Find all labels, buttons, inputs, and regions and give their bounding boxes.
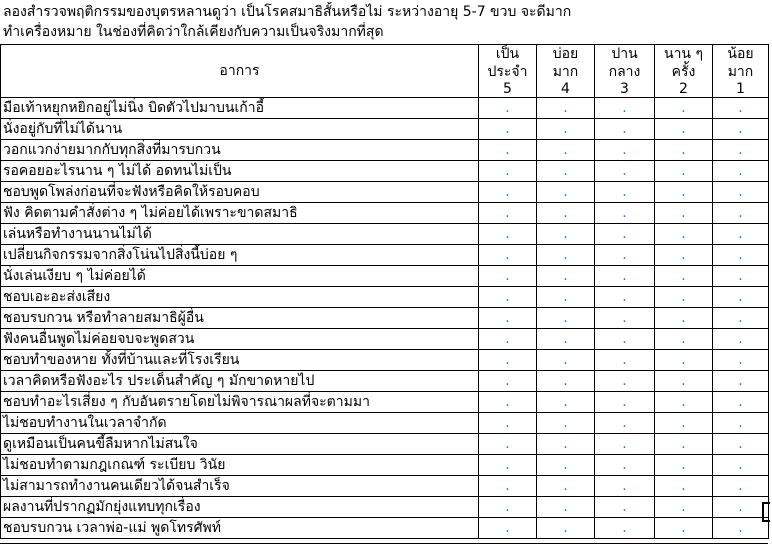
- table-row: [1, 203, 769, 224]
- rating-cell-4[interactable]: .: [537, 161, 595, 182]
- rating-cell-1[interactable]: .: [713, 161, 769, 182]
- rating-cell-3[interactable]: .: [595, 455, 655, 476]
- rating-cell-1[interactable]: .: [713, 392, 769, 413]
- table-row: [1, 266, 769, 287]
- rating-cell-3[interactable]: .: [595, 224, 655, 245]
- table-row: [1, 371, 769, 392]
- table-row: [1, 413, 769, 434]
- rating-cell-3[interactable]: .: [595, 245, 655, 266]
- symptom-rows: [1, 98, 769, 539]
- rating-cell-2[interactable]: .: [655, 413, 713, 434]
- symptom-cell[interactable]: ไม่ชอบทำตามกฎเกณฑ์ ระเบียบ วินัย: [1, 455, 479, 476]
- rating-cell-3[interactable]: .: [595, 392, 655, 413]
- rating-cell-1[interactable]: .: [713, 350, 769, 371]
- table-row: [1, 329, 769, 350]
- rating-cell-3[interactable]: .: [595, 98, 655, 119]
- rating-cell-4[interactable]: .: [537, 350, 595, 371]
- rating-cell-3[interactable]: .: [595, 497, 655, 518]
- rating-cell-5[interactable]: .: [479, 413, 537, 434]
- symptom-cell[interactable]: นั่งอยู่กับที่ไม่ได้นาน: [1, 119, 479, 140]
- rating-cell-3[interactable]: .: [595, 119, 655, 140]
- rating-cell-1[interactable]: .: [713, 497, 769, 518]
- rating-cell-5[interactable]: .: [479, 392, 537, 413]
- rating-cell-2[interactable]: .: [655, 119, 713, 140]
- rating-cell-1[interactable]: .: [713, 140, 769, 161]
- rating-cell-4[interactable]: .: [537, 392, 595, 413]
- rating-cell-2[interactable]: .: [655, 392, 713, 413]
- rating-cell-4[interactable]: .: [537, 98, 595, 119]
- rating-cell-2[interactable]: .: [655, 434, 713, 455]
- symptom-cell[interactable]: ชอบทำของหาย ทั้งที่บ้านและที่โรงเรียน: [1, 350, 479, 371]
- rating-cell-1[interactable]: .: [713, 224, 769, 245]
- scale-label-line1: นาน ๆ: [664, 46, 703, 62]
- symptom-cell[interactable]: รอคอยอะไรนาน ๆ ไม่ได้ อดทนไม่เป็น: [1, 161, 479, 182]
- scale-label-line2: กลาง: [608, 64, 641, 80]
- rating-cell-1[interactable]: .: [713, 329, 769, 350]
- rating-cell-5[interactable]: .: [479, 245, 537, 266]
- scale-label-line1: น้อย: [727, 46, 754, 62]
- rating-cell-4[interactable]: .: [537, 308, 595, 329]
- scale-label-line2: มาก: [727, 64, 754, 80]
- rating-cell-5[interactable]: .: [479, 350, 537, 371]
- scale-header-2[interactable]: [655, 45, 713, 82]
- header-row: [1, 45, 769, 82]
- table-row: [1, 140, 769, 161]
- rating-cell-5[interactable]: .: [479, 266, 537, 287]
- rating-cell-1[interactable]: .: [713, 413, 769, 434]
- rating-cell-3[interactable]: .: [595, 203, 655, 224]
- rating-cell-3[interactable]: .: [595, 287, 655, 308]
- rating-cell-2[interactable]: .: [655, 161, 713, 182]
- score-4[interactable]: 4: [537, 81, 595, 98]
- rating-cell-4[interactable]: .: [537, 182, 595, 203]
- rating-cell-2[interactable]: .: [655, 98, 713, 119]
- rating-cell-4[interactable]: .: [537, 224, 595, 245]
- scale-label-line2: ครั้ง: [671, 64, 696, 80]
- symptom-cell[interactable]: ไม่ชอบทำงานในเวลาจำกัด: [1, 413, 479, 434]
- rating-cell-4[interactable]: .: [537, 434, 595, 455]
- score-2[interactable]: 2: [655, 81, 713, 98]
- score-1[interactable]: 1: [713, 81, 769, 98]
- rating-cell-5[interactable]: .: [479, 161, 537, 182]
- rating-cell-3[interactable]: .: [595, 350, 655, 371]
- rating-cell-1[interactable]: .: [713, 371, 769, 392]
- table-row: [1, 392, 769, 413]
- rating-cell-1[interactable]: .: [713, 455, 769, 476]
- rating-cell-5[interactable]: .: [479, 518, 537, 539]
- table-row: [1, 161, 769, 182]
- scale-label-line2: ประจำ: [487, 64, 528, 80]
- scale-label-line1: ปาน: [611, 46, 638, 62]
- rating-cell-2[interactable]: .: [655, 266, 713, 287]
- rating-cell-4[interactable]: .: [537, 287, 595, 308]
- rating-cell-1[interactable]: .: [713, 518, 769, 539]
- rating-cell-3[interactable]: .: [595, 266, 655, 287]
- rating-cell-5[interactable]: .: [479, 329, 537, 350]
- scale-header-5[interactable]: [479, 45, 537, 82]
- scale-header-4[interactable]: [537, 45, 595, 82]
- table-row: [1, 245, 769, 266]
- selected-cell-border: [762, 502, 770, 522]
- table-row: [1, 98, 769, 119]
- symptom-cell[interactable]: มือเท้าหยุกหยิกอยู่ไม่นิ่ง บิดตัวไปมาบนเก้าอี้: [1, 98, 479, 119]
- rating-cell-3[interactable]: .: [595, 182, 655, 203]
- rating-cell-5[interactable]: .: [479, 434, 537, 455]
- rating-cell-3[interactable]: .: [595, 518, 655, 539]
- rating-cell-5[interactable]: .: [479, 119, 537, 140]
- symptom-cell[interactable]: นั่งเล่นเงียบ ๆ ไม่ค่อยได้: [1, 266, 479, 287]
- rating-cell-5[interactable]: .: [479, 497, 537, 518]
- rating-cell-2[interactable]: .: [655, 476, 713, 497]
- symptom-cell[interactable]: ฟัง คิดตามคำสั่งต่าง ๆ ไม่ค่อยได้เพราะขาดสมาธิ: [1, 203, 479, 224]
- rating-cell-2[interactable]: .: [655, 308, 713, 329]
- rating-cell-1[interactable]: .: [713, 476, 769, 497]
- rating-cell-1[interactable]: .: [713, 287, 769, 308]
- rating-cell-1[interactable]: .: [713, 434, 769, 455]
- rating-cell-4[interactable]: .: [537, 203, 595, 224]
- symptom-cell[interactable]: ชอบรบกวน เวลาพ่อ-แม่ พูดโทรศัพท์: [1, 518, 479, 539]
- rating-cell-4[interactable]: .: [537, 413, 595, 434]
- rating-cell-3[interactable]: .: [595, 308, 655, 329]
- rating-cell-4[interactable]: .: [537, 497, 595, 518]
- symptom-cell[interactable]: เปลี่ยนกิจกรรมจากสิ่งโน่นไปสิ่งนี้บ่อย ๆ: [1, 245, 479, 266]
- rating-cell-4[interactable]: .: [537, 371, 595, 392]
- rating-cell-5[interactable]: .: [479, 308, 537, 329]
- table-row: [1, 518, 769, 539]
- rating-cell-5[interactable]: .: [479, 371, 537, 392]
- rating-cell-4[interactable]: .: [537, 119, 595, 140]
- table-row: [1, 182, 769, 203]
- symptom-cell[interactable]: ดูเหมือนเป็นคนขี้ลืมหากไม่สนใจ: [1, 434, 479, 455]
- rating-cell-5[interactable]: .: [479, 182, 537, 203]
- rating-cell-3[interactable]: .: [595, 413, 655, 434]
- rating-cell-1[interactable]: .: [713, 182, 769, 203]
- rating-cell-2[interactable]: .: [655, 497, 713, 518]
- symptom-cell[interactable]: ชอบเอะอะส่งเสียง: [1, 287, 479, 308]
- rating-cell-2[interactable]: .: [655, 203, 713, 224]
- scale-label-line1: บ่อย: [552, 46, 579, 62]
- symptom-cell[interactable]: ชอบพูดโพล่งก่อนที่จะฟังหรือคิดให้รอบคอบ: [1, 182, 479, 203]
- scale-header-1[interactable]: [713, 45, 769, 82]
- rating-cell-3[interactable]: .: [595, 161, 655, 182]
- rating-cell-4[interactable]: .: [537, 266, 595, 287]
- table-row: [1, 476, 769, 497]
- rating-cell-4[interactable]: .: [537, 329, 595, 350]
- rating-cell-5[interactable]: .: [479, 455, 537, 476]
- rating-cell-1[interactable]: .: [713, 266, 769, 287]
- table-row: [1, 350, 769, 371]
- table-row: [1, 455, 769, 476]
- scale-label-line2: มาก: [552, 64, 579, 80]
- score-5[interactable]: 5: [479, 81, 537, 98]
- rating-cell-3[interactable]: .: [595, 140, 655, 161]
- symptom-cell[interactable]: ผลงานที่ปรากฏมักยุ่งแทบทุกเรื่อง: [1, 497, 479, 518]
- intro-line-1[interactable]: ลองสำรวจพฤติกรรมของบุตรหลานดูว่า เป็นโรคสมาธิสั้นหรือไม่ ระหว่างอายุ 5-7 ขวบ จะดีมาก: [3, 4, 572, 20]
- rating-cell-4[interactable]: .: [537, 518, 595, 539]
- scale-header-3[interactable]: [595, 45, 655, 82]
- rating-cell-5[interactable]: .: [479, 98, 537, 119]
- symptom-cell[interactable]: เวลาคิดหรือฟังอะไร ประเด็นสำคัญ ๆ มักขาดหายไป: [1, 371, 479, 392]
- rating-cell-4[interactable]: .: [537, 245, 595, 266]
- table-row: [1, 119, 769, 140]
- rating-cell-4[interactable]: .: [537, 455, 595, 476]
- rating-cell-5[interactable]: .: [479, 203, 537, 224]
- rating-cell-2[interactable]: .: [655, 140, 713, 161]
- rating-cell-5[interactable]: .: [479, 287, 537, 308]
- rating-cell-3[interactable]: .: [595, 434, 655, 455]
- rating-cell-2[interactable]: .: [655, 518, 713, 539]
- rating-cell-2[interactable]: .: [655, 371, 713, 392]
- rating-cell-2[interactable]: .: [655, 455, 713, 476]
- rating-cell-1[interactable]: .: [713, 119, 769, 140]
- rating-cell-1[interactable]: .: [713, 98, 769, 119]
- rating-cell-5[interactable]: .: [479, 224, 537, 245]
- rating-cell-1[interactable]: .: [713, 203, 769, 224]
- symptom-cell[interactable]: วอกแวกง่ายมากกับทุกสิ่งที่มารบกวน: [1, 140, 479, 161]
- rating-cell-1[interactable]: .: [713, 245, 769, 266]
- rating-cell-2[interactable]: .: [655, 329, 713, 350]
- symptom-cell[interactable]: ฟังคนอื่นพูดไม่ค่อยจบจะพูดสวน: [1, 329, 479, 350]
- symptom-cell[interactable]: ชอบรบกวน หรือทำลายสมาธิผู้อื่น: [1, 308, 479, 329]
- rating-cell-2[interactable]: .: [655, 224, 713, 245]
- score-3[interactable]: 3: [595, 81, 655, 98]
- symptom-cell[interactable]: ชอบทำอะไรเสี่ยง ๆ กับอันตรายโดยไม่พิจารณาผลที่จะตามมา: [1, 392, 479, 413]
- rating-cell-4[interactable]: .: [537, 140, 595, 161]
- rating-cell-3[interactable]: .: [595, 476, 655, 497]
- rating-cell-2[interactable]: .: [655, 350, 713, 371]
- table-row: [1, 287, 769, 308]
- rating-cell-2[interactable]: .: [655, 287, 713, 308]
- rating-cell-4[interactable]: .: [537, 476, 595, 497]
- rating-cell-3[interactable]: .: [595, 371, 655, 392]
- rating-cell-5[interactable]: .: [479, 140, 537, 161]
- rating-cell-5[interactable]: .: [479, 476, 537, 497]
- symptom-cell[interactable]: เล่นหรือทำงานนานไม่ได้: [1, 224, 479, 245]
- table-row: [1, 308, 769, 329]
- table-row: [1, 224, 769, 245]
- symptom-cell[interactable]: ไม่สามารถทำงานคนเดียวได้จนสำเร็จ: [1, 476, 479, 497]
- rating-cell-1[interactable]: .: [713, 308, 769, 329]
- behavior-rating-table: [0, 44, 769, 539]
- intro-line-2[interactable]: ทำเครื่องหมาย ในช่องที่คิดว่าใกล้เคียงกับความเป็นจริงมากที่สุด: [3, 24, 384, 40]
- rating-cell-3[interactable]: .: [595, 329, 655, 350]
- scale-label-line1: เป็น: [495, 46, 520, 62]
- rating-cell-2[interactable]: .: [655, 245, 713, 266]
- bottom-border: [0, 543, 768, 556]
- symptom-header[interactable]: อาการ: [1, 45, 479, 98]
- table-row: [1, 434, 769, 455]
- rating-cell-2[interactable]: .: [655, 182, 713, 203]
- table-row: [1, 497, 769, 518]
